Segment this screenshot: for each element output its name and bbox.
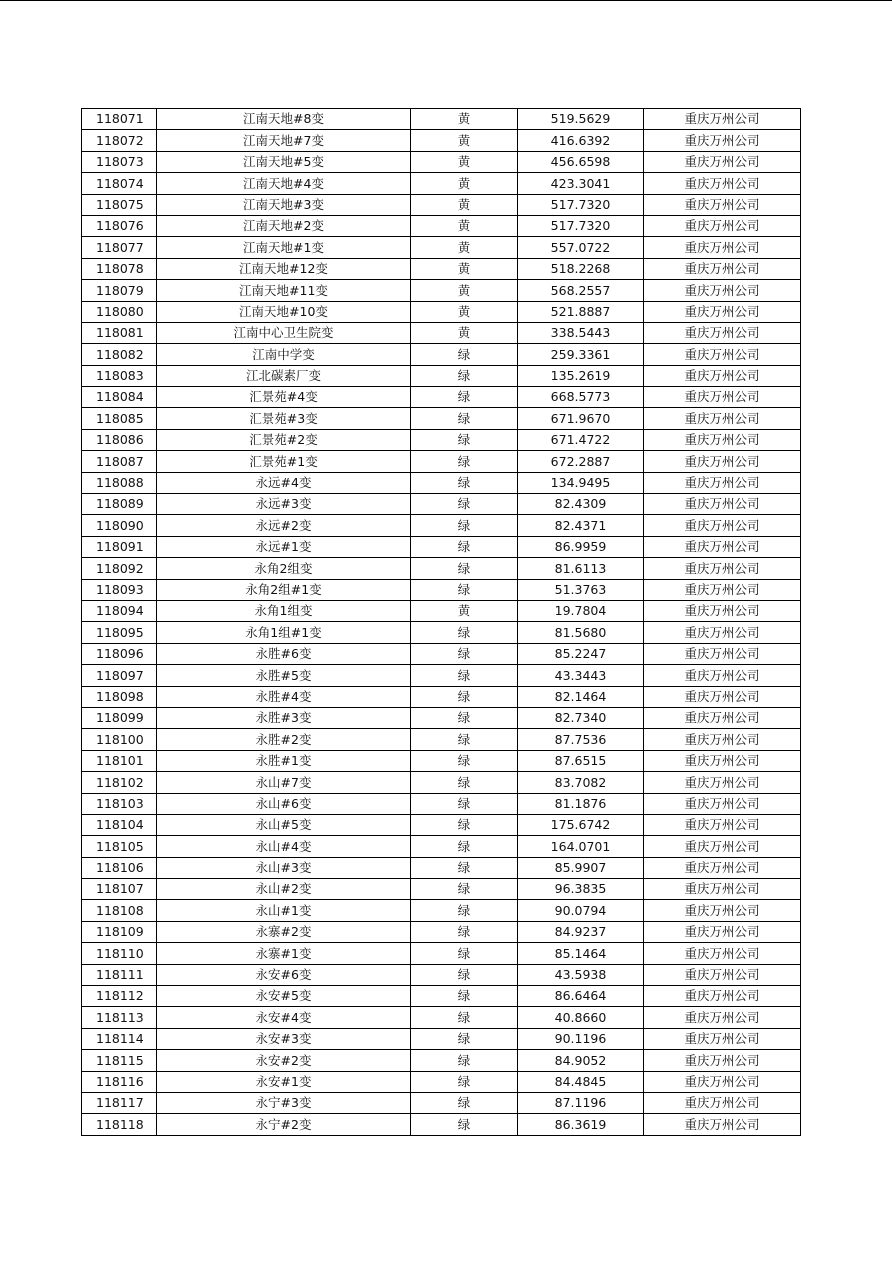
row-id-cell: 118072	[82, 130, 157, 151]
row-id-cell: 118116	[82, 1071, 157, 1092]
row-id-cell: 118093	[82, 579, 157, 600]
company-cell: 重庆万州公司	[644, 579, 801, 600]
table-row	[82, 814, 801, 835]
row-id-cell: 118074	[82, 173, 157, 194]
transformer-name-cell: 江南天地#10变	[157, 301, 411, 322]
transformer-name-cell: 永胜#6变	[157, 643, 411, 664]
value-cell: 518.2268	[518, 258, 644, 279]
company-cell: 重庆万州公司	[644, 793, 801, 814]
transformer-name-cell: 永安#4变	[157, 1007, 411, 1028]
transformer-name-cell: 江南天地#11变	[157, 280, 411, 301]
transformer-name-cell: 永胜#1变	[157, 750, 411, 771]
row-id-cell: 118105	[82, 836, 157, 857]
status-cell: 绿	[411, 536, 518, 557]
status-cell: 黄	[411, 109, 518, 130]
table-row	[82, 665, 801, 686]
company-cell: 重庆万州公司	[644, 943, 801, 964]
value-cell: 86.9959	[518, 536, 644, 557]
transformer-name-cell: 永远#4变	[157, 472, 411, 493]
value-cell: 84.9237	[518, 921, 644, 942]
value-cell: 338.5443	[518, 322, 644, 343]
company-cell: 重庆万州公司	[644, 1028, 801, 1049]
company-cell: 重庆万州公司	[644, 173, 801, 194]
row-id-cell: 118084	[82, 387, 157, 408]
table-row	[82, 429, 801, 450]
value-cell: 521.8887	[518, 301, 644, 322]
status-cell: 绿	[411, 1071, 518, 1092]
transformer-name-cell: 永安#2变	[157, 1050, 411, 1071]
status-cell: 黄	[411, 280, 518, 301]
table-row	[82, 686, 801, 707]
table-row	[82, 194, 801, 215]
value-cell: 175.6742	[518, 814, 644, 835]
transformer-name-cell: 江北碳素厂变	[157, 365, 411, 386]
table-row	[82, 365, 801, 386]
table-row	[82, 943, 801, 964]
company-cell: 重庆万州公司	[644, 408, 801, 429]
transformer-name-cell: 永远#2变	[157, 515, 411, 536]
status-cell: 绿	[411, 665, 518, 686]
status-cell: 绿	[411, 1050, 518, 1071]
row-id-cell: 118113	[82, 1007, 157, 1028]
row-id-cell: 118100	[82, 729, 157, 750]
transformer-name-cell: 江南天地#4变	[157, 173, 411, 194]
transformer-name-cell: 永山#7变	[157, 772, 411, 793]
row-id-cell: 118118	[82, 1114, 157, 1135]
company-cell: 重庆万州公司	[644, 964, 801, 985]
transformer-name-cell: 永胜#5变	[157, 665, 411, 686]
company-cell: 重庆万州公司	[644, 365, 801, 386]
transformer-name-cell: 永角2组#1变	[157, 579, 411, 600]
transformer-name-cell: 永角1组#1变	[157, 622, 411, 643]
company-cell: 重庆万州公司	[644, 472, 801, 493]
status-cell: 黄	[411, 322, 518, 343]
company-cell: 重庆万州公司	[644, 600, 801, 621]
table-row	[82, 964, 801, 985]
transformer-name-cell: 永山#6变	[157, 793, 411, 814]
value-cell: 19.7804	[518, 600, 644, 621]
table-row	[82, 237, 801, 258]
value-cell: 85.9907	[518, 857, 644, 878]
company-cell: 重庆万州公司	[644, 344, 801, 365]
transformer-name-cell: 永安#3变	[157, 1028, 411, 1049]
table-row	[82, 109, 801, 130]
company-cell: 重庆万州公司	[644, 280, 801, 301]
row-id-cell: 118095	[82, 622, 157, 643]
table-row	[82, 707, 801, 728]
company-cell: 重庆万州公司	[644, 515, 801, 536]
table-row	[82, 879, 801, 900]
table-row	[82, 793, 801, 814]
status-cell: 绿	[411, 365, 518, 386]
transformer-name-cell: 永宁#3变	[157, 1092, 411, 1113]
table-row	[82, 258, 801, 279]
status-cell: 绿	[411, 1092, 518, 1113]
status-cell: 绿	[411, 686, 518, 707]
table-row	[82, 1028, 801, 1049]
row-id-cell: 118089	[82, 494, 157, 515]
row-id-cell: 118097	[82, 665, 157, 686]
table-row	[82, 494, 801, 515]
transformer-name-cell: 永远#3变	[157, 494, 411, 515]
status-cell: 绿	[411, 943, 518, 964]
value-cell: 135.2619	[518, 365, 644, 386]
transformer-name-cell: 永山#4变	[157, 836, 411, 857]
transformer-name-cell: 永寨#2变	[157, 921, 411, 942]
row-id-cell: 118103	[82, 793, 157, 814]
company-cell: 重庆万州公司	[644, 772, 801, 793]
row-id-cell: 118115	[82, 1050, 157, 1071]
value-cell: 96.3835	[518, 879, 644, 900]
value-cell: 90.1196	[518, 1028, 644, 1049]
company-cell: 重庆万州公司	[644, 151, 801, 172]
transformer-name-cell: 永胜#4变	[157, 686, 411, 707]
company-cell: 重庆万州公司	[644, 857, 801, 878]
table-row	[82, 173, 801, 194]
transformer-name-cell: 永安#6变	[157, 964, 411, 985]
row-id-cell: 118078	[82, 258, 157, 279]
transformer-name-cell: 永安#1变	[157, 1071, 411, 1092]
status-cell: 绿	[411, 472, 518, 493]
table-row	[82, 558, 801, 579]
company-cell: 重庆万州公司	[644, 686, 801, 707]
status-cell: 绿	[411, 707, 518, 728]
table-row	[82, 515, 801, 536]
row-id-cell: 118088	[82, 472, 157, 493]
value-cell: 672.2887	[518, 451, 644, 472]
table-row	[82, 344, 801, 365]
status-cell: 绿	[411, 836, 518, 857]
company-cell: 重庆万州公司	[644, 900, 801, 921]
status-cell: 绿	[411, 900, 518, 921]
transformer-name-cell: 永胜#3变	[157, 707, 411, 728]
value-cell: 86.3619	[518, 1114, 644, 1135]
table-row	[82, 215, 801, 236]
value-cell: 83.7082	[518, 772, 644, 793]
status-cell: 绿	[411, 986, 518, 1007]
row-id-cell: 118114	[82, 1028, 157, 1049]
status-cell: 绿	[411, 451, 518, 472]
table-row	[82, 836, 801, 857]
table-row	[82, 536, 801, 557]
status-cell: 绿	[411, 1114, 518, 1135]
company-cell: 重庆万州公司	[644, 814, 801, 835]
value-cell: 86.6464	[518, 986, 644, 1007]
row-id-cell: 118073	[82, 151, 157, 172]
company-cell: 重庆万州公司	[644, 536, 801, 557]
table-row	[82, 408, 801, 429]
company-cell: 重庆万州公司	[644, 729, 801, 750]
status-cell: 黄	[411, 151, 518, 172]
company-cell: 重庆万州公司	[644, 622, 801, 643]
status-cell: 黄	[411, 258, 518, 279]
value-cell: 423.3041	[518, 173, 644, 194]
transformer-name-cell: 永寨#1变	[157, 943, 411, 964]
row-id-cell: 118098	[82, 686, 157, 707]
status-cell: 绿	[411, 750, 518, 771]
table-row	[82, 600, 801, 621]
company-cell: 重庆万州公司	[644, 1092, 801, 1113]
transformer-name-cell: 江南天地#7变	[157, 130, 411, 151]
company-cell: 重庆万州公司	[644, 130, 801, 151]
value-cell: 87.7536	[518, 729, 644, 750]
value-cell: 87.1196	[518, 1092, 644, 1113]
status-cell: 绿	[411, 814, 518, 835]
row-id-cell: 118117	[82, 1092, 157, 1113]
value-cell: 517.7320	[518, 194, 644, 215]
table-row	[82, 280, 801, 301]
row-id-cell: 118096	[82, 643, 157, 664]
transformer-name-cell: 永安#5变	[157, 986, 411, 1007]
table-row	[82, 451, 801, 472]
company-cell: 重庆万州公司	[644, 665, 801, 686]
table-row	[82, 750, 801, 771]
row-id-cell: 118104	[82, 814, 157, 835]
row-id-cell: 118106	[82, 857, 157, 878]
transformer-name-cell: 永山#1变	[157, 900, 411, 921]
status-cell: 绿	[411, 643, 518, 664]
table-row	[82, 322, 801, 343]
table-row	[82, 1071, 801, 1092]
table-row	[82, 643, 801, 664]
company-cell: 重庆万州公司	[644, 1071, 801, 1092]
table-row	[82, 151, 801, 172]
transformer-name-cell: 汇景苑#4变	[157, 387, 411, 408]
company-cell: 重庆万州公司	[644, 1050, 801, 1071]
table-row	[82, 857, 801, 878]
row-id-cell: 118080	[82, 301, 157, 322]
transformer-name-cell: 江南天地#8变	[157, 109, 411, 130]
value-cell: 557.0722	[518, 237, 644, 258]
table-row	[82, 1114, 801, 1135]
table-row	[82, 772, 801, 793]
company-cell: 重庆万州公司	[644, 558, 801, 579]
value-cell: 84.4845	[518, 1071, 644, 1092]
transformer-name-cell: 永远#1变	[157, 536, 411, 557]
transformer-name-cell: 永山#3变	[157, 857, 411, 878]
value-cell: 671.9670	[518, 408, 644, 429]
row-id-cell: 118087	[82, 451, 157, 472]
data-table-container	[81, 108, 801, 1136]
status-cell: 绿	[411, 408, 518, 429]
company-cell: 重庆万州公司	[644, 301, 801, 322]
row-id-cell: 118079	[82, 280, 157, 301]
row-id-cell: 118101	[82, 750, 157, 771]
status-cell: 绿	[411, 622, 518, 643]
company-cell: 重庆万州公司	[644, 707, 801, 728]
row-id-cell: 118102	[82, 772, 157, 793]
status-cell: 黄	[411, 237, 518, 258]
row-id-cell: 118111	[82, 964, 157, 985]
status-cell: 绿	[411, 729, 518, 750]
row-id-cell: 118109	[82, 921, 157, 942]
status-cell: 黄	[411, 130, 518, 151]
table-row	[82, 900, 801, 921]
value-cell: 456.6598	[518, 151, 644, 172]
status-cell: 绿	[411, 921, 518, 942]
row-id-cell: 118071	[82, 109, 157, 130]
value-cell: 164.0701	[518, 836, 644, 857]
table-body	[82, 109, 801, 1136]
status-cell: 绿	[411, 772, 518, 793]
row-id-cell: 118075	[82, 194, 157, 215]
row-id-cell: 118090	[82, 515, 157, 536]
company-cell: 重庆万州公司	[644, 387, 801, 408]
row-id-cell: 118112	[82, 986, 157, 1007]
row-id-cell: 118083	[82, 365, 157, 386]
value-cell: 40.8660	[518, 1007, 644, 1028]
value-cell: 85.2247	[518, 643, 644, 664]
company-cell: 重庆万州公司	[644, 322, 801, 343]
row-id-cell: 118091	[82, 536, 157, 557]
company-cell: 重庆万州公司	[644, 986, 801, 1007]
company-cell: 重庆万州公司	[644, 429, 801, 450]
status-cell: 黄	[411, 301, 518, 322]
table-row	[82, 729, 801, 750]
transformer-name-cell: 江南天地#1变	[157, 237, 411, 258]
transformer-name-cell: 汇景苑#1变	[157, 451, 411, 472]
transformer-name-cell: 汇景苑#2变	[157, 429, 411, 450]
company-cell: 重庆万州公司	[644, 1007, 801, 1028]
status-cell: 绿	[411, 1028, 518, 1049]
company-cell: 重庆万州公司	[644, 643, 801, 664]
status-cell: 绿	[411, 429, 518, 450]
row-id-cell: 118085	[82, 408, 157, 429]
table-row	[82, 387, 801, 408]
table-row	[82, 130, 801, 151]
status-cell: 绿	[411, 1007, 518, 1028]
transformer-name-cell: 江南中学变	[157, 344, 411, 365]
transformer-name-cell: 永山#5变	[157, 814, 411, 835]
value-cell: 671.4722	[518, 429, 644, 450]
row-id-cell: 118110	[82, 943, 157, 964]
row-id-cell: 118081	[82, 322, 157, 343]
value-cell: 84.9052	[518, 1050, 644, 1071]
company-cell: 重庆万州公司	[644, 1114, 801, 1135]
transformer-name-cell: 汇景苑#3变	[157, 408, 411, 429]
value-cell: 81.1876	[518, 793, 644, 814]
company-cell: 重庆万州公司	[644, 258, 801, 279]
transformer-table	[81, 108, 801, 1136]
company-cell: 重庆万州公司	[644, 921, 801, 942]
row-id-cell: 118077	[82, 237, 157, 258]
table-row	[82, 579, 801, 600]
row-id-cell: 118076	[82, 215, 157, 236]
status-cell: 绿	[411, 579, 518, 600]
table-row	[82, 986, 801, 1007]
table-row	[82, 622, 801, 643]
company-cell: 重庆万州公司	[644, 237, 801, 258]
status-cell: 绿	[411, 964, 518, 985]
value-cell: 43.3443	[518, 665, 644, 686]
status-cell: 绿	[411, 857, 518, 878]
value-cell: 519.5629	[518, 109, 644, 130]
company-cell: 重庆万州公司	[644, 194, 801, 215]
value-cell: 81.5680	[518, 622, 644, 643]
value-cell: 82.4371	[518, 515, 644, 536]
value-cell: 85.1464	[518, 943, 644, 964]
transformer-name-cell: 永胜#2变	[157, 729, 411, 750]
status-cell: 绿	[411, 494, 518, 515]
company-cell: 重庆万州公司	[644, 750, 801, 771]
status-cell: 绿	[411, 344, 518, 365]
status-cell: 黄	[411, 194, 518, 215]
status-cell: 黄	[411, 173, 518, 194]
transformer-name-cell: 江南天地#3变	[157, 194, 411, 215]
page-top-border	[0, 0, 892, 1]
row-id-cell: 118092	[82, 558, 157, 579]
transformer-name-cell: 永山#2变	[157, 879, 411, 900]
status-cell: 黄	[411, 215, 518, 236]
value-cell: 668.5773	[518, 387, 644, 408]
table-row	[82, 472, 801, 493]
status-cell: 绿	[411, 879, 518, 900]
table-row	[82, 1092, 801, 1113]
company-cell: 重庆万州公司	[644, 109, 801, 130]
transformer-name-cell: 江南中心卫生院变	[157, 322, 411, 343]
transformer-name-cell: 江南天地#2变	[157, 215, 411, 236]
value-cell: 43.5938	[518, 964, 644, 985]
status-cell: 绿	[411, 558, 518, 579]
transformer-name-cell: 永宁#2变	[157, 1114, 411, 1135]
row-id-cell: 118107	[82, 879, 157, 900]
value-cell: 134.9495	[518, 472, 644, 493]
value-cell: 416.6392	[518, 130, 644, 151]
value-cell: 82.7340	[518, 707, 644, 728]
transformer-name-cell: 永角1组变	[157, 600, 411, 621]
transformer-name-cell: 江南天地#5变	[157, 151, 411, 172]
value-cell: 259.3361	[518, 344, 644, 365]
status-cell: 绿	[411, 515, 518, 536]
row-id-cell: 118108	[82, 900, 157, 921]
table-row	[82, 921, 801, 942]
value-cell: 51.3763	[518, 579, 644, 600]
value-cell: 517.7320	[518, 215, 644, 236]
company-cell: 重庆万州公司	[644, 494, 801, 515]
company-cell: 重庆万州公司	[644, 215, 801, 236]
transformer-name-cell: 永角2组变	[157, 558, 411, 579]
row-id-cell: 118086	[82, 429, 157, 450]
row-id-cell: 118099	[82, 707, 157, 728]
company-cell: 重庆万州公司	[644, 836, 801, 857]
transformer-name-cell: 江南天地#12变	[157, 258, 411, 279]
row-id-cell: 118082	[82, 344, 157, 365]
table-row	[82, 1007, 801, 1028]
value-cell: 82.1464	[518, 686, 644, 707]
table-row	[82, 1050, 801, 1071]
value-cell: 568.2557	[518, 280, 644, 301]
row-id-cell: 118094	[82, 600, 157, 621]
company-cell: 重庆万州公司	[644, 451, 801, 472]
table-row	[82, 301, 801, 322]
value-cell: 87.6515	[518, 750, 644, 771]
company-cell: 重庆万州公司	[644, 879, 801, 900]
status-cell: 绿	[411, 793, 518, 814]
status-cell: 黄	[411, 600, 518, 621]
value-cell: 90.0794	[518, 900, 644, 921]
value-cell: 82.4309	[518, 494, 644, 515]
value-cell: 81.6113	[518, 558, 644, 579]
status-cell: 绿	[411, 387, 518, 408]
